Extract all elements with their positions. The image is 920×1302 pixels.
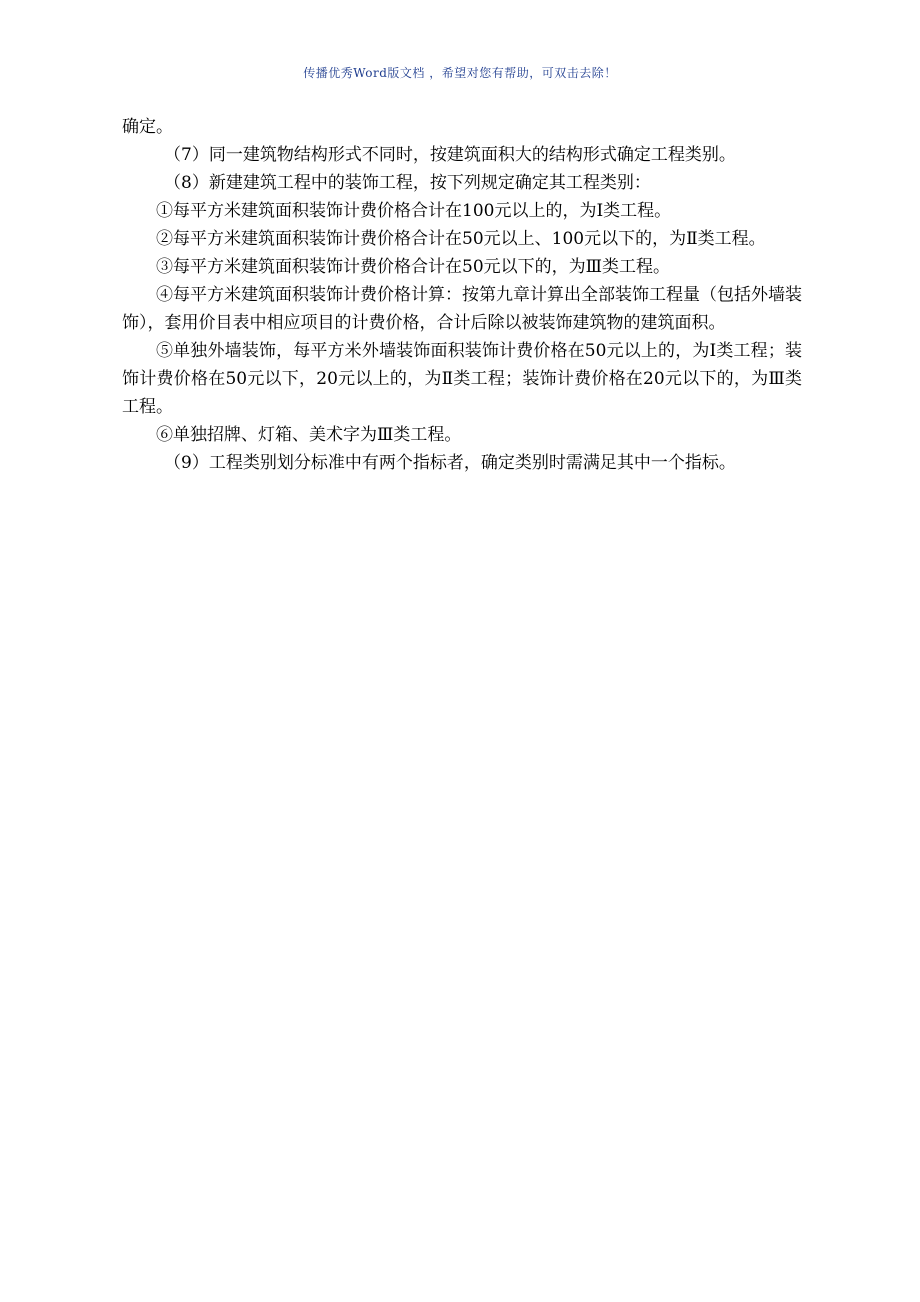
page-header: 传播优秀Word版文档 ，希望对您有帮助，可双击去除！ — [303, 66, 617, 80]
paragraph-item-9: （9）工程类别划分标准中有两个指标者，确定类别时需满足其中一个指标。 — [164, 453, 736, 473]
paragraph-subitem-6: ⑥单独招牌、灯箱、美术字为Ⅲ类工程。 — [156, 425, 462, 445]
paragraph-item-8: （8）新建建筑工程中的装饰工程，按下列规定确定其工程类别： — [164, 173, 651, 193]
paragraph-item-7: （7）同一建筑物结构形式不同时，按建筑面积大的结构形式确定工程类别。 — [164, 145, 736, 165]
document-body — [122, 113, 802, 477]
paragraph-subitem-1: ①每平方米建筑面积装饰计费价格合计在100元以上的，为Ⅰ类工程。 — [156, 201, 672, 221]
paragraph-subitem-2: ②每平方米建筑面积装饰计费价格合计在50元以上、100元以下的，为Ⅱ类工程。 — [156, 229, 766, 249]
paragraph-subitem-3: ③每平方米建筑面积装饰计费价格合计在50元以下的，为Ⅲ类工程。 — [156, 257, 671, 277]
paragraph-subitem-4: ④每平方米建筑面积装饰计费价格计算：按第九章计算出全部装饰工程量（包括外墙装饰），套用价目表中相应项目的计费价格，合计后除以被装饰建筑物的建筑面积。 — [122, 285, 802, 333]
paragraph-subitem-5: ⑤单独外墙装饰，每平方米外墙装饰面积装饰计费价格在50元以上的，为Ⅰ类工程；装饰计费价格在50元以下，20元以上的，为Ⅱ类工程；装饰计费价格在20元以下的，为Ⅲ类工程。 — [122, 341, 802, 417]
paragraph-continuation: 确定。 — [122, 117, 173, 137]
